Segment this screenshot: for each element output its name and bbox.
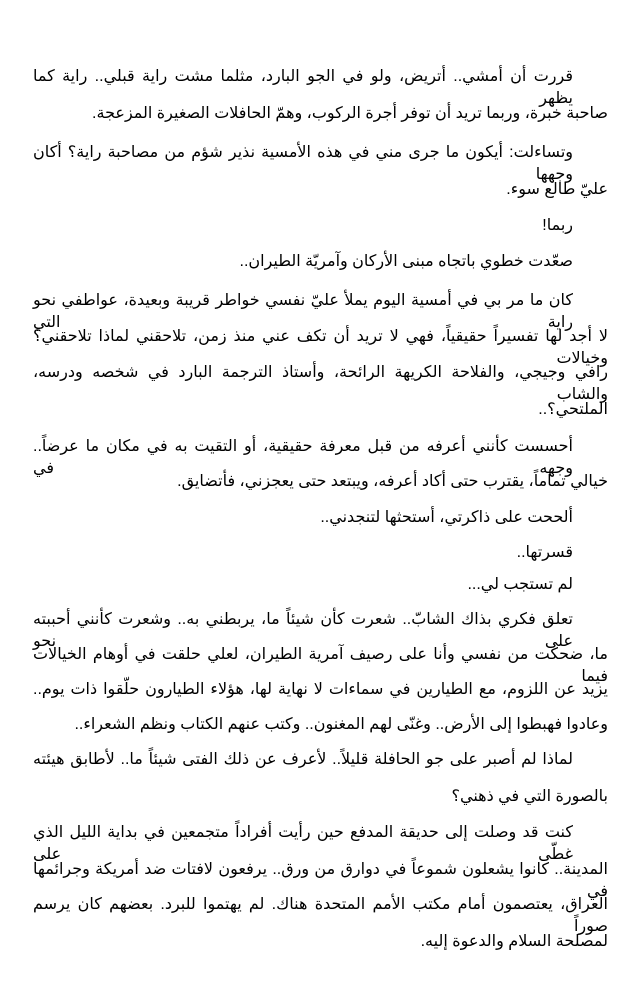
text-line: أحسست كأنني أعرفه من قبل معرفة حقيقية، أو التقيت به في مكان ما عرضاً.. وجهه في bbox=[33, 438, 573, 477]
text-line: قررت أن أمشي.. أتريض، ولو في الجو البارد، مثلما مشت راية قبلي.. راية كما يظهر bbox=[33, 68, 573, 107]
text-line: صعّدت خطوي باتجاه مبنى الأركان وآمريّة الطيران.. bbox=[239, 253, 573, 270]
text-line: كنت قد وصلت إلى حديقة المدفع حين رأيت أفراداً متجمعين في بداية الليل الذي غطّى على bbox=[33, 824, 573, 863]
text-line: لمصلحة السلام والدعوة إليه. bbox=[420, 933, 608, 950]
text-line: المدينة.. كانوا يشعلون شموعاً في دوارق من ورق.. يرفعون لافتات ضد أمريكة وجرائمها في bbox=[33, 861, 608, 900]
text-line: وعادوا فهبطوا إلى الأرض.. وغنّى لهم المغنون.. وكتب عنهم الكتاب ونظم الشعراء.. bbox=[74, 716, 608, 733]
text-line: تعلق فكري بذاك الشابّ.. شعرت كأن شيئاً ما، يربطني به.. وشعرت كأنني أحببته على نحو bbox=[33, 611, 573, 650]
text-line: لماذا لم أصبر على جو الحافلة قليلاً.. لأعرف عن ذلك الفتى شيئاً ما.. لأطابق هيئته bbox=[33, 751, 573, 768]
text-line: صاحبة خبرة، وربما تريد أن توفر أجرة الركوب، وهمّ الحافلات الصغيرة المزعجة. bbox=[92, 105, 608, 122]
text-line: وتساءلت: أيكون ما جرى مني في هذه الأمسية نذير شؤم من مصاحبة راية؟ أكان وجهها bbox=[33, 144, 573, 183]
text-line: كان ما مر بي في أمسية اليوم يملأ عليّ نفسي خواطر قريبة وبعيدة، عواطفي نحو راية التي bbox=[33, 292, 573, 331]
text-line: العراق، يعتصمون أمام مكتب الأمم المتحدة هناك. لم يهتموا للبرد. بعضهم كان يرسم صوراً bbox=[33, 896, 608, 935]
text-line: الملتحي؟.. bbox=[538, 401, 608, 418]
text-line: قسرتها.. bbox=[516, 544, 573, 561]
text-line: بالصورة التي في ذهني؟ bbox=[451, 788, 608, 805]
text-line: رافي وجيجي، والفلاحة الكريهة الرائحة، وأستاذ الترجمة البارد في شخصه ودرسه، والشاب bbox=[33, 364, 608, 403]
text-line: لا أجد لها تفسيراً حقيقياً، فهي لا تريد أن تكف عني منذ زمن، تلاحقني لماذا تلاحقني؟ وخيالات bbox=[33, 328, 609, 367]
text-line: ربما! bbox=[542, 217, 573, 234]
text-line: ما، ضحكت من نفسي وأنا على رصيف آمرية الطيران، لعلي حلقت في أوهام الخيالات فيما bbox=[33, 646, 608, 685]
text-line: يزيد عن اللزوم، مع الطيارين في سماءات لا نهاية لها، هؤلاء الطيارون حلّقوا ذات يوم.. bbox=[33, 681, 608, 698]
text-line: خيالي تماماً، يقترب حتى أكاد أعرفه، ويبتعد حتى يعجزني، فأتضايق. bbox=[177, 473, 608, 490]
text-line: لم تستجب لي... bbox=[467, 576, 573, 593]
text-line: ألححت على ذاكرتي، أستحثها لتنجدني.. bbox=[320, 509, 573, 526]
text-line: عليّ طالع سوء. bbox=[506, 181, 608, 198]
